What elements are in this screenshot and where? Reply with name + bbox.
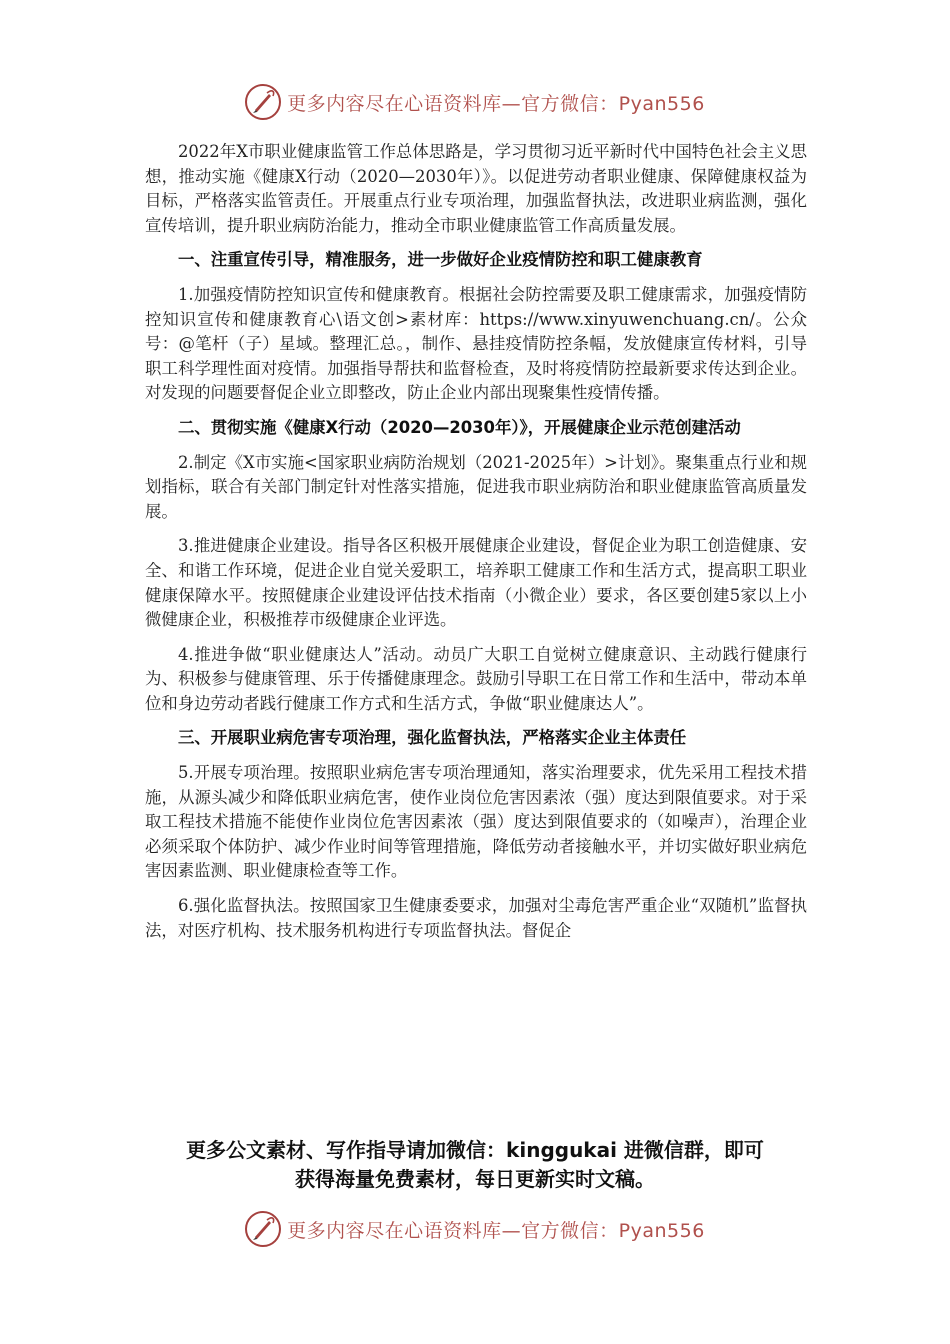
paragraph-6: 6.强化监督执法。按照国家卫生健康委要求，加强对尘毒危害严重企业“双随机”监督执法，对医疗机构、技术服务机构进行专项监督执法。督促企 [145, 896, 807, 940]
intro-paragraph: 2022年X市职业健康监管工作总体思路是，学习贯彻习近平新时代中国特色社会主义思想，推动实施《健康X行动（2020—2030年）》。以促进劳动者职业健康、保障健康权益为目标，严格落实监管责任。开展重点行业专项治理，加强监督执法，改进职业病监测，强化宣传培训，提升职业病防治能力，推动全市职业健康监管工作高质量发展。 [145, 142, 807, 235]
section-heading-3: 三、开展职业病危害专项治理，强化监督执法，严格落实企业主体责任 [178, 728, 687, 748]
page-footer [0, 1207, 950, 1251]
paragraph-3: 3.推进健康企业建设。指导各区积极开展健康企业建设，督促企业为职工创造健康、安全、和谐工作环境，促进企业自觉关爱职工，培养职工健康工作和生活方式，提高职工职业健康保障水平。按照健康企业建设评估技术指南（小微企业）要求，各区要创建5家以上小微健康企业，积极推荐市级健康企业评选。 [145, 536, 807, 630]
quill-pen-logo-icon [245, 1211, 281, 1247]
paragraph-4: 4.推进争做“职业健康达人”活动。动员广大职工自觉树立健康意识、主动践行健康行为、积极参与健康管理、乐于传播健康理念。鼓励引导职工在日常工作和生活中，带动本单位和身边劳动者践行健康工作方式和生活方式，争做“职业健康达人”。 [145, 644, 807, 713]
page-header [0, 80, 950, 124]
footer-watermark-text: 更多内容尽在心语资料库—官方微信：Pyan556 [287, 1219, 705, 1242]
paragraph-5: 5.开展专项治理。按照职业病危害专项治理通知，落实治理要求，优先采用工程技术措施，从源头减少和降低职业病危害，使作业岗位危害因素浓（强）度达到限值要求。对于采取工程技术措施不能使作业岗位危害因素浓（强）度达到限值要求的（如噪声），治理企业必须采取个体防护、减少作业时间等管理措施，降低劳动者接触水平，并切实做好职业病危害因素监测、职业健康检查等工作。 [145, 763, 807, 881]
quill-pen-logo-icon [245, 84, 281, 120]
section-heading-1: 一、注重宣传引导，精准服务，进一步做好企业疫情防控和职工健康教育 [178, 250, 703, 270]
header-watermark-text: 更多内容尽在心语资料库—官方微信：Pyan556 [287, 92, 705, 115]
section-heading-2: 二、贯彻实施《健康X行动（2020—2030年）》，开展健康企业示范创建活动 [178, 417, 741, 437]
promo-line-2: 获得海量免费素材，每日更新实时文稿。 [295, 1167, 655, 1191]
paragraph-2: 2.制定《X市实施<国家职业病防治规划（2021-2025年）>计划》。聚集重点行业和规划指标，联合有关部门制定针对性落实措施，促进我市职业病防治和职业健康监管高质量发展。 [145, 452, 807, 521]
paragraph-1: 1.加强疫情防控知识宣传和健康教育。根据社会防控需要及职工健康需求，加强疫情防控知识宣传和健康教育心\语文创>素材库：https://www.xinyuwenchuang.cn/。公众号：@笔杆（子）星域。整理汇总。，制作、悬挂疫情防控条幅，发放健康宣传材料，引导职工科学理性面对疫情。加强指导帮扶和监督检查，及时将疫情防控最新要求传达到企业。对发现的问题要督促企业立即整改，防止企业内部出现聚集性疫情传播。 [145, 284, 807, 403]
document-body [145, 140, 807, 953]
promo-banner [120, 1136, 830, 1194]
promo-line-1: 更多公文素材、写作指导请加微信：kinggukai 进微信群，即可 [186, 1138, 764, 1162]
